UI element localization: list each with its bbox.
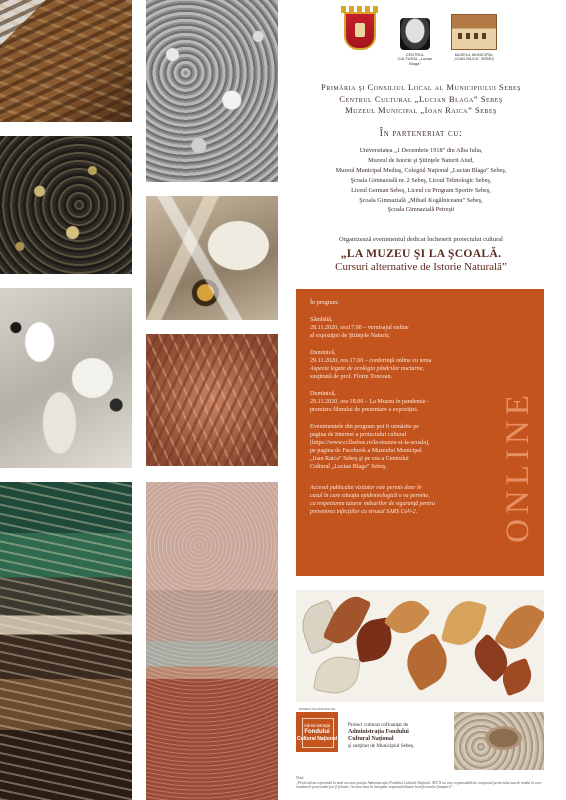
- photo-herbarium-leaves: [296, 590, 544, 702]
- event-title-line1: „LA MUZEU ŞI LA ŞCOALĂ.: [340, 247, 502, 260]
- disclaimer-note: [296, 776, 548, 790]
- partner-line: Muzeul Municipal Mediaş, Colegiul Naţional „Lucian Blaga” Sebeş,: [335, 166, 507, 174]
- shield-icon: [344, 12, 376, 50]
- event-title-line2: Cursuri alternative de Istorie Naturală”: [335, 261, 507, 273]
- organizer-line: Muzeul Municipal „Ioan Raica” Sebeş: [345, 105, 497, 115]
- leaf-shape: [441, 596, 488, 650]
- partner-line: Şcoala Gimnazială nr. 2 Sebeş, Liceul Tehnologic Sebeş,: [350, 176, 492, 184]
- leaf-shape: [383, 593, 430, 641]
- photo-red-desert-rose: [146, 334, 278, 466]
- leaf-shape: [353, 617, 395, 663]
- museum-logo: [450, 14, 498, 62]
- leaf-shape: [296, 599, 345, 655]
- photo-fossil-stone: [454, 712, 544, 770]
- partners-heading: În parteneriat cu:: [379, 128, 463, 139]
- event-intro: Organizează evenimentul dedicat încheierii proiectului cultural: [339, 236, 503, 243]
- afcn-logo: Administraţia Fondului Cultural Naţional: [296, 712, 338, 752]
- partner-line: Şcoala Gimnazială „Mihail Kogălniceanu” Sebeş,: [359, 196, 483, 204]
- logo-caption: MUZEUL MUNICIPAL „IOAN RAICA” SEBEŞ: [454, 53, 494, 62]
- portrait-icon: [400, 18, 430, 50]
- photo-calcite-crystals: [0, 288, 132, 468]
- leaf-shape: [322, 590, 371, 650]
- program-heading: În program:: [310, 300, 339, 306]
- program-follow-info: Evenimentele din program pot fi urmărite pe pagina de Internet a proiectului cultural (https://www.ccllsebes.ro/la-muzeu-si-la-scoala), pe pagina de Facebook a Muzeului Municipal „Ioan Raica” Sebeş şi pe cea a Centrului Cultural „Lucian Blaga” Sebeş.: [310, 423, 488, 471]
- building-icon: [451, 14, 497, 50]
- partners-list: [296, 146, 546, 215]
- leaf-shape: [494, 597, 544, 656]
- partner-line: Muzeul de Istorie şi Ştiinţele Naturii Aiud,: [368, 156, 474, 164]
- photo-grey-mineral: [146, 0, 278, 182]
- sebes-coat-of-arms-logo: [340, 12, 380, 50]
- leaf-shape: [466, 633, 515, 682]
- photo-quartz-crystals: [146, 196, 278, 320]
- leaf-shape: [498, 658, 536, 696]
- event-title: [296, 247, 546, 273]
- logo-caption: CENTRUL CULTURAL „Lucian Blaga”: [397, 53, 433, 66]
- partner-line: Şcoala Gimnazială Petreşti: [387, 206, 455, 214]
- photo-owl-feathers: [0, 0, 132, 122]
- photo-sandstone-layers: [146, 482, 278, 800]
- program-panel: [296, 289, 544, 576]
- photo-iridescent-feathers: [0, 482, 132, 800]
- project-url[interactable]: (https://www.ccllsebes.ro/la-muzeu-si-la-scoala),: [310, 440, 430, 446]
- organizer-line: Centrul Cultural „Lucian Blaga” Sebeş: [339, 93, 503, 104]
- disclaimer-text: „Proiectul nu reprezintă în mod necesar poziţia Administraţiei Fondului Cultural Naţional. AFCN nu este responsabilă de conţinutul proiectului sau de modul în care rezultatele proiectului pot fi folosite. Acestea sunt în întregime responsabilitatea beneficiarului finanţării”.: [296, 780, 542, 790]
- photo-pyrite-mineral: [0, 136, 132, 274]
- program-day2: Duminică, 29.11.2020, ora 17.00 – conferinţă online cu tema Aspecte legate de ecologia păsărilor nocturne, susţinută de prof. Florin Toncean.: [310, 350, 432, 380]
- disclaimer-label: Notă:: [296, 776, 305, 780]
- organizer-line: Primăria şi Consiliul Local al Municipiului Sebeş: [321, 82, 521, 92]
- lucian-blaga-center-logo: [396, 18, 434, 66]
- partner-line: Universitatea „1 Decembrie 1918” din Alba Iulia,: [359, 147, 483, 154]
- afcn-logo-tagline: PROIECT CO-FINANŢAT DE: [298, 707, 336, 711]
- online-vertical-word: ONLINE: [499, 389, 536, 543]
- program-day3: Duminică, 29.11.2020, ora 18.00 – La Muzeu în pandemie - premiera filmului de prezentare a expoziţiei.: [310, 391, 430, 413]
- program-day1: Sâmbătă, 28.11.2020, ora17.00 – vernisajul online al expoziţiei de Ştiinţele Naturii;: [310, 317, 409, 339]
- leaf-shape: [398, 632, 456, 691]
- organizers-block: [296, 82, 546, 117]
- access-note: Accesul publicului vizitator este permis doar în cazul în care situaţia epidemiologică o va permite, cu respectarea tuturor măsurilor de siguranţă pentru prevenirea infecţiilor cu virusul SARS CoV-2.: [310, 485, 436, 515]
- leaf-shape: [313, 653, 361, 698]
- partner-line: Liceul German Sebeş, Liceul cu Program Sportiv Sebeş,: [351, 186, 491, 194]
- sponsor-text: Proiect cultural cofinanţat de Administraţia Fondului Cultural Naţional şi susţinut de Municipiul Sebeş.: [348, 722, 415, 749]
